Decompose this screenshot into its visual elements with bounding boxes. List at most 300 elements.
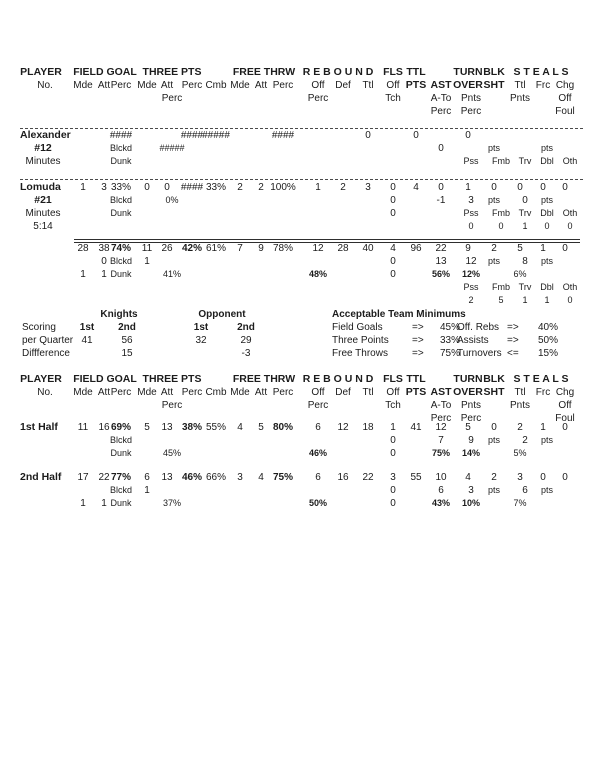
cell-sT: 7% <box>513 498 527 508</box>
cell-fgA: 1 <box>101 269 107 280</box>
cell-scL: Diffference <box>22 348 70 359</box>
cell-ast: 10 <box>435 472 447 483</box>
cell-grpFT: FREE THRW <box>232 373 296 385</box>
cell-oth: 0 <box>567 295 573 305</box>
cell-oth: 0 <box>567 221 573 231</box>
cell-opp: Opponent <box>198 309 246 320</box>
cell-sT: Ttl <box>514 80 526 91</box>
cell-dbl: pts <box>540 143 554 153</box>
cell-fgM: 17 <box>77 472 89 483</box>
cell-sC: Off <box>558 400 572 411</box>
cell-sT: 3 <box>517 472 523 483</box>
cell-sF: Frc <box>535 80 551 91</box>
cell-fmb: Fmb <box>492 282 510 292</box>
cell-fgP: Dunk <box>110 269 132 279</box>
cell-fgP: Dunk <box>110 448 132 458</box>
cell-to: TURN <box>453 66 483 78</box>
cell-psub: 5:14 <box>33 221 53 232</box>
cell-tpC: ##### <box>202 130 230 141</box>
cell-ast: -1 <box>436 195 446 206</box>
cell-sC: 0 <box>562 182 568 193</box>
cell-blk: 0 <box>491 182 497 193</box>
cell-scL: Scoring <box>22 322 56 333</box>
cell-fls: 0 <box>390 256 396 267</box>
cell-pss: 12% <box>461 269 481 279</box>
cell-fgM: Mde <box>73 387 93 398</box>
cell-mL2: Turnovers <box>457 348 502 359</box>
cell-rTtl: 40 <box>362 243 374 254</box>
cell-tpM: 1 <box>144 485 150 496</box>
cell-ftA: 2 <box>258 182 264 193</box>
cell-ast: 12 <box>435 422 447 433</box>
cell-sC: 0 <box>562 243 568 254</box>
cell-fgM: 1 <box>80 269 86 280</box>
cell-player: Alexander <box>20 129 71 141</box>
cell-pss: 14% <box>461 448 481 458</box>
cell-fls: 4 <box>390 243 396 254</box>
cell-ast: 0 <box>438 182 444 193</box>
cell-fgA: Att <box>97 387 111 398</box>
cell-tpA: Att <box>160 387 174 398</box>
cell-fmb: 5 <box>498 295 504 305</box>
cell-grpPlayer: PLAYER <box>20 66 62 78</box>
cell-ast: Perc <box>430 106 452 117</box>
cell-psub: #12 <box>34 142 52 154</box>
cell-pts: 55 <box>410 472 422 483</box>
cell-pss: Perc <box>460 413 482 424</box>
cell-fgM: 1 <box>80 182 86 193</box>
cell-fgP: 69% <box>110 422 132 433</box>
cell-sC: Foul <box>555 413 575 424</box>
cell-trv: 8 <box>522 256 528 267</box>
cell-rOff: Perc <box>307 400 329 411</box>
cell-ast: AST <box>430 79 452 91</box>
cell-blk: pts <box>487 195 501 205</box>
cell-tpC: Cmb <box>205 387 227 398</box>
cell-pss: 9 <box>468 435 474 446</box>
cell-sT: 5 <box>517 243 523 254</box>
cell-mA1: => <box>412 335 424 346</box>
cell-blk: pts <box>487 256 501 266</box>
cell-trv: Trv <box>518 208 532 218</box>
cell-blk: 2 <box>491 472 497 483</box>
cell-pss: Pss <box>463 208 479 218</box>
cell-dbl: pts <box>540 256 554 266</box>
cell-pss: Pss <box>463 282 479 292</box>
cell-pss: 10% <box>461 498 481 508</box>
cell-ftM: 4 <box>237 422 243 433</box>
cell-pts: 0 <box>413 130 419 141</box>
cell-fgA: 1 <box>101 498 107 509</box>
cell-rTtl: Ttl <box>362 387 374 398</box>
cell-mA2: <= <box>507 348 519 359</box>
cell-tpP: Perc <box>181 80 203 91</box>
cell-sF: 0 <box>540 182 546 193</box>
cell-mA1: => <box>412 348 424 359</box>
cell-tpC: 33% <box>205 182 227 193</box>
cell-fgM: 28 <box>77 243 89 254</box>
cell-pss: Pnts <box>460 400 482 411</box>
cell-tpM: Mde <box>137 387 157 398</box>
cell-fls: 0 <box>390 195 396 206</box>
cell-to: 0 <box>465 130 471 141</box>
cell-mA2: => <box>507 322 519 333</box>
cell-ast: 75% <box>431 448 451 458</box>
cell-grpPlayer: PLAYER <box>20 373 62 385</box>
cell-sC: Chg <box>555 387 575 398</box>
cell-psub: #21 <box>34 194 52 206</box>
cell-tpC: Cmb <box>205 80 227 91</box>
cell-fls: Tch <box>385 93 401 104</box>
cell-fgM: 1 <box>80 498 86 509</box>
cell-pss: 3 <box>468 485 474 496</box>
cell-fgP: Blckd <box>109 485 133 495</box>
cell-pss: 12 <box>465 256 477 267</box>
cell-pss: Pss <box>463 156 479 166</box>
cell-rTtl: 0 <box>365 130 371 141</box>
cell-blk: pts <box>487 485 501 495</box>
cell-ast: A-To <box>430 93 452 104</box>
cell-rOff: 12 <box>312 243 324 254</box>
cell-fgA: Att <box>97 80 111 91</box>
cell-sT: Pnts <box>509 400 531 411</box>
cell-fgP: Blckd <box>109 435 133 445</box>
cell-ftA: 4 <box>258 472 264 483</box>
cell-ftP: 80% <box>272 422 294 433</box>
cell-trv: 1 <box>522 221 528 231</box>
cell-fls: 1 <box>390 422 396 433</box>
cell-ftA: 5 <box>258 422 264 433</box>
cell-mA2: => <box>507 335 519 346</box>
cell-player: 2nd Half <box>20 471 62 483</box>
cell-to: OVER <box>453 386 483 398</box>
cell-blk: BLK <box>483 373 505 385</box>
cell-fgP: Dunk <box>110 208 132 218</box>
cell-to: 1 <box>465 182 471 193</box>
cell-ftM: 2 <box>237 182 243 193</box>
cell-tpM: Mde <box>137 80 157 91</box>
cell-fgA: 16 <box>98 422 110 433</box>
cell-dbl: Dbl <box>540 282 554 292</box>
cell-trv: Trv <box>518 282 532 292</box>
cell-grpSteals: S T E A L S <box>513 373 569 385</box>
cell-mV1: 45% <box>439 322 461 333</box>
cell-tpap: 0% <box>165 195 179 205</box>
cell-sF: 1 <box>540 422 546 433</box>
cell-ast: 22 <box>435 243 447 254</box>
cell-ftP: Perc <box>272 387 294 398</box>
cell-fls: 0 <box>390 269 396 280</box>
cell-sc3: 32 <box>195 335 207 346</box>
cell-ast: 13 <box>435 256 447 267</box>
cell-fls: 0 <box>390 448 396 459</box>
cell-tpP: Perc <box>181 387 203 398</box>
cell-ast: 6 <box>438 485 444 496</box>
cell-fgP: Blckd <box>109 143 133 153</box>
separator-dashed-lomuda <box>20 179 583 180</box>
cell-tpM: 1 <box>144 256 150 267</box>
cell-oth: Oth <box>562 156 578 166</box>
cell-pss: Perc <box>460 106 482 117</box>
cell-rOff: 6 <box>315 422 321 433</box>
cell-ftP: 75% <box>272 472 294 483</box>
cell-pts: 4 <box>413 182 419 193</box>
cell-rOff: Off <box>311 387 325 398</box>
cell-fgP: Blckd <box>109 195 133 205</box>
cell-pss: 0 <box>468 221 474 231</box>
cell-tpC: 61% <box>205 243 227 254</box>
cell-tpap: 41% <box>162 269 182 279</box>
cell-sc4: 29 <box>240 335 252 346</box>
cell-grpFG: FIELD GOAL <box>73 373 137 385</box>
cell-sF: 0 <box>540 472 546 483</box>
cell-grpReb: R E B O U N D <box>302 66 374 78</box>
cell-rTtl: 3 <box>365 182 371 193</box>
cell-ftA: 9 <box>258 243 264 254</box>
cell-mV1: 33% <box>439 335 461 346</box>
cell-blk: pts <box>487 143 501 153</box>
cell-fls: 0 <box>390 182 396 193</box>
cell-grpFG: FIELD GOAL <box>73 66 137 78</box>
cell-rDef: Def <box>335 80 351 91</box>
cell-rDef: Def <box>335 387 351 398</box>
cell-tpap: 45% <box>162 448 182 458</box>
cell-mV2: 40% <box>537 322 559 333</box>
cell-sC: Chg <box>555 80 575 91</box>
cell-fgA: 22 <box>98 472 110 483</box>
cell-sT: 0 <box>517 182 523 193</box>
cell-to: 9 <box>465 243 471 254</box>
separator-dashed-alexander <box>20 128 583 129</box>
cell-tpA: Att <box>160 80 174 91</box>
cell-tpM: 5 <box>144 422 150 433</box>
cell-ast: A-To <box>430 400 452 411</box>
cell-kn: Knights <box>100 309 138 320</box>
cell-fgP: Perc <box>110 80 132 91</box>
cell-psub: Minutes <box>25 208 61 219</box>
cell-blk: 2 <box>491 243 497 254</box>
cell-pts: 41 <box>410 422 422 433</box>
cell-rOff: 6 <box>315 472 321 483</box>
cell-ftP: 100% <box>270 182 296 193</box>
cell-tpM: 0 <box>144 182 150 193</box>
cell-psub: Minutes <box>25 156 61 167</box>
cell-sT: 5% <box>513 448 527 458</box>
cell-tpA: 0 <box>164 182 170 193</box>
cell-to: 5 <box>465 422 471 433</box>
cell-fgA: 3 <box>101 182 107 193</box>
cell-pts: TTL <box>406 66 426 78</box>
cell-to: TURN <box>453 373 483 385</box>
cell-to: 4 <box>465 472 471 483</box>
cell-pts: 96 <box>410 243 422 254</box>
cell-sC: 0 <box>562 472 568 483</box>
cell-ftP: 78% <box>272 243 294 254</box>
cell-tpP: 46% <box>181 472 203 483</box>
cell-sc4: 2nd <box>237 322 255 333</box>
cell-grpTP: THREE PTS <box>142 373 202 385</box>
cell-dbl: 0 <box>544 221 550 231</box>
cell-grpSteals: S T E A L S <box>513 66 569 78</box>
cell-ast: 7 <box>438 435 444 446</box>
cell-rOff: Off <box>311 80 325 91</box>
cell-fgP: Dunk <box>110 156 132 166</box>
cell-oth: Oth <box>562 208 578 218</box>
cell-to: OVER <box>453 79 483 91</box>
cell-player: 1st Half <box>20 421 58 433</box>
cell-blk: SHT <box>483 79 505 91</box>
cell-mL1: Free Throws <box>332 348 388 359</box>
cell-dbl: pts <box>540 195 554 205</box>
cell-fmb: 0 <box>498 221 504 231</box>
cell-fgM: Mde <box>73 80 93 91</box>
cell-dbl: pts <box>540 435 554 445</box>
cell-ftA: Att <box>254 80 268 91</box>
cell-trv: 0 <box>522 195 528 206</box>
cell-tpap: 37% <box>162 498 182 508</box>
cell-sT: 2 <box>517 422 523 433</box>
cell-fgP: #### <box>109 130 133 141</box>
cell-dbl: Dbl <box>540 156 554 166</box>
cell-ast: AST <box>430 386 452 398</box>
cell-mL2: Assists <box>457 335 489 346</box>
cell-fgP: Dunk <box>110 498 132 508</box>
cell-fmb: Fmb <box>492 156 510 166</box>
cell-oth: Oth <box>562 282 578 292</box>
cell-sT: Ttl <box>514 387 526 398</box>
cell-tpA: 26 <box>161 243 173 254</box>
cell-rOff: 48% <box>308 269 328 279</box>
cell-ftP: #### <box>271 130 295 141</box>
cell-sF: 1 <box>540 243 546 254</box>
cell-fls: Off <box>386 387 400 398</box>
cell-rTtl: Ttl <box>362 80 374 91</box>
cell-trv: 2 <box>522 435 528 446</box>
cell-no: No. <box>37 80 53 91</box>
cell-ftM: Mde <box>230 387 250 398</box>
cell-grpReb: R E B O U N D <box>302 373 374 385</box>
cell-tpap: Perc <box>161 400 183 411</box>
cell-sc3: 1st <box>193 322 209 333</box>
cell-fgM: 11 <box>77 422 89 433</box>
cell-mL1: Field Goals <box>332 322 383 333</box>
cell-sc2: 15 <box>121 348 133 359</box>
cell-rOff: 1 <box>315 182 321 193</box>
cell-ast: 0 <box>438 143 444 154</box>
cell-fgP: 77% <box>110 472 132 483</box>
cell-scL: per Quarter <box>22 335 74 346</box>
cell-fls: 0 <box>390 208 396 219</box>
cell-sT: 6% <box>513 269 527 279</box>
cell-rDef: 2 <box>340 182 346 193</box>
cell-rOff: Perc <box>307 93 329 104</box>
cell-tpap: ##### <box>159 143 185 153</box>
cell-fls: FLS <box>383 373 403 385</box>
cell-sc1: 41 <box>81 335 93 346</box>
cell-fgP: Blckd <box>109 256 133 266</box>
cell-ftM: 7 <box>237 243 243 254</box>
cell-tpap: Perc <box>161 93 183 104</box>
cell-dbl: pts <box>540 485 554 495</box>
cell-fls: Tch <box>385 400 401 411</box>
cell-trv: Trv <box>518 156 532 166</box>
cell-dbl: Dbl <box>540 208 554 218</box>
cell-sT: Pnts <box>509 93 531 104</box>
cell-blk: pts <box>487 435 501 445</box>
cell-blk: SHT <box>483 386 505 398</box>
cell-grpTP: THREE PTS <box>142 66 202 78</box>
cell-pss: 2 <box>468 295 474 305</box>
cell-pts: TTL <box>406 373 426 385</box>
cell-sc1: 1st <box>79 322 95 333</box>
cell-fgA: 38 <box>98 243 110 254</box>
cell-no: No. <box>37 387 53 398</box>
cell-rOff: 46% <box>308 448 328 458</box>
cell-mV2: 15% <box>537 348 559 359</box>
cell-rOff: 50% <box>308 498 328 508</box>
cell-fls: 0 <box>390 498 396 509</box>
cell-rTtl: 18 <box>362 422 374 433</box>
cell-sc2: 56 <box>121 335 133 346</box>
cell-rDef: 16 <box>337 472 349 483</box>
cell-mL2: Off. Rebs <box>457 322 500 333</box>
cell-sc4: -3 <box>241 348 251 359</box>
cell-mV2: 50% <box>537 335 559 346</box>
cell-fls: 0 <box>390 485 396 496</box>
cell-blk: 0 <box>491 422 497 433</box>
cell-tpM: 11 <box>141 243 153 254</box>
cell-fgP: Perc <box>110 387 132 398</box>
cell-trv: 1 <box>522 295 528 305</box>
cell-sF: Frc <box>535 387 551 398</box>
cell-tpP: 38% <box>181 422 203 433</box>
cell-fgP: 74% <box>110 243 132 254</box>
cell-rTtl: 22 <box>362 472 374 483</box>
cell-mL1: Three Points <box>332 335 389 346</box>
cell-rDef: 12 <box>337 422 349 433</box>
cell-fmb: Fmb <box>492 208 510 218</box>
cell-tpA: 13 <box>161 472 173 483</box>
cell-tpA: 13 <box>161 422 173 433</box>
cell-pts: PTS <box>405 386 427 398</box>
cell-pss: Pnts <box>460 93 482 104</box>
cell-tpC: 55% <box>205 422 227 433</box>
cell-sC: Off <box>558 93 572 104</box>
cell-ftM: 3 <box>237 472 243 483</box>
cell-fls: Off <box>386 80 400 91</box>
cell-ftM: Mde <box>230 80 250 91</box>
cell-fgP: 33% <box>110 182 132 193</box>
cell-pts: PTS <box>405 79 427 91</box>
cell-mA1: => <box>412 322 424 333</box>
cell-pss: 3 <box>468 195 474 206</box>
cell-sC: Foul <box>555 106 575 117</box>
cell-player: Lomuda <box>20 181 61 193</box>
cell-sC: 0 <box>562 422 568 433</box>
cell-trv: 6 <box>522 485 528 496</box>
cell-tpM: 6 <box>144 472 150 483</box>
cell-grpFT: FREE THRW <box>232 66 296 78</box>
cell-rDef: 28 <box>337 243 349 254</box>
cell-blk: BLK <box>483 66 505 78</box>
cell-ast: 43% <box>431 498 451 508</box>
cell-fls: FLS <box>383 66 403 78</box>
cell-sc2: 2nd <box>118 322 136 333</box>
cell-ast: 56% <box>431 269 451 279</box>
cell-ftP: Perc <box>272 80 294 91</box>
cell-dbl: 1 <box>544 295 550 305</box>
cell-mV1: 75% <box>439 348 461 359</box>
